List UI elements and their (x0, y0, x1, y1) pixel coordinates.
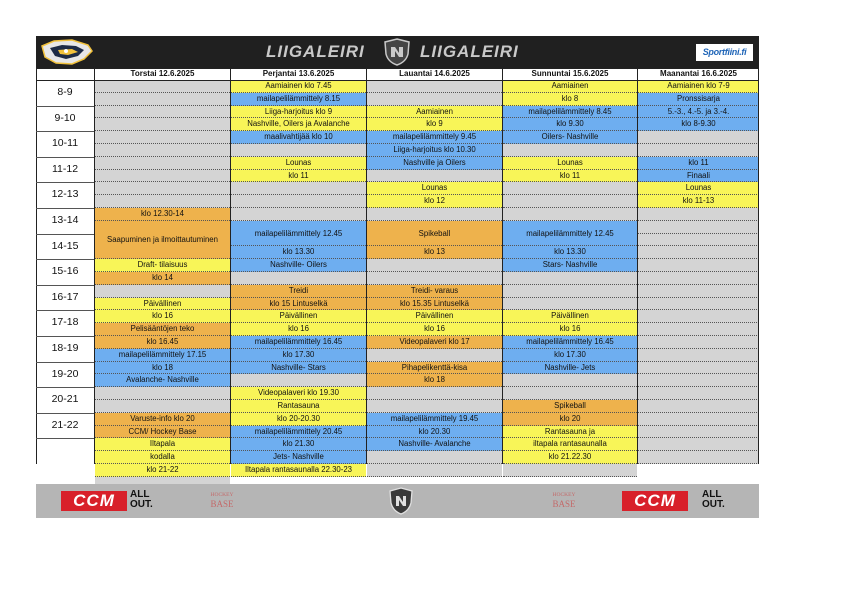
grid-line (36, 68, 759, 69)
empty-slot (638, 144, 759, 157)
schedule-event: mailapelilämmittely 8.45 (503, 106, 637, 119)
schedule-event: kodalla (95, 451, 230, 464)
schedule-event: Saapuminen ja ilmoittautuminen (95, 221, 230, 259)
svg-text:BASE: BASE (552, 499, 576, 509)
schedule-event: klo 15 Lintuselkä (231, 298, 366, 311)
schedule-event: mailapelilämmittely 20.45 (231, 426, 366, 439)
empty-slot (503, 208, 637, 221)
grid-line (36, 106, 94, 107)
empty-slot (367, 208, 502, 221)
grid-line (637, 68, 638, 464)
day-header: Perjantai 13.6.2025 (230, 68, 366, 80)
schedule-event: klo 13.30 (231, 246, 366, 259)
schedule-event: klo 20.30 (367, 426, 502, 439)
time-slot-label: 12-13 (51, 188, 79, 201)
schedule-event: Pihapelikenttä-kisa (367, 362, 502, 375)
schedule-event: mailapelilämmittely 17.15 (95, 349, 230, 362)
schedule-event: klo 8-9.30 (638, 118, 759, 131)
schedule-event: Nashville- Jets (503, 362, 637, 375)
grid-line (36, 157, 94, 158)
schedule-event: Draft- tilaisuus (95, 259, 230, 272)
allout-right: ALL OUT. (702, 489, 725, 510)
schedule-event: Iltapala rantasaunalla 22.30-23 (231, 464, 366, 477)
schedule-event: Nashville- Oilers (231, 259, 366, 272)
day-header: Sunnuntai 15.6.2025 (502, 68, 637, 80)
grid-line (36, 182, 94, 183)
empty-slot (638, 387, 759, 400)
schedule-event: klo 16 (367, 323, 502, 336)
schedule-event: klo 8 (503, 93, 637, 106)
brand-right-word: LIIGALEIRI (420, 42, 519, 61)
empty-slot (231, 182, 366, 195)
time-slot-label: 13-14 (51, 214, 79, 226)
schedule-event: Lounas (367, 182, 502, 195)
schedule-event: klo 18 (95, 362, 230, 375)
grid-line (36, 234, 94, 235)
schedule-event: klo 21.22.30 (503, 451, 637, 464)
empty-slot (367, 387, 502, 400)
empty-slot (367, 80, 502, 93)
grid-line (36, 208, 94, 209)
schedule-event: mailapelilämmittely 8.15 (231, 93, 366, 106)
schedule-event: klo 20-20.30 (231, 413, 366, 426)
schedule-event: iltapala rantasaunalla (503, 438, 637, 451)
schedule-event: klo 17.30 (503, 349, 637, 362)
hockey-base-logo-left (206, 488, 238, 514)
schedule-event: Videopalaveri klo 19.30 (231, 387, 366, 400)
schedule-event: Päivällinen (367, 310, 502, 323)
schedule-event: klo 15.35 Lintuselkä (367, 298, 502, 311)
grid-line (36, 285, 94, 286)
empty-slot (638, 246, 759, 259)
svg-text:HOCKEY: HOCKEY (210, 492, 234, 498)
empty-slot (638, 349, 759, 362)
empty-slot (95, 106, 230, 119)
grid-line (366, 68, 367, 464)
grid-line (36, 80, 759, 81)
grid-line (230, 68, 231, 464)
empty-slot (367, 349, 502, 362)
liigaleiri-brand (258, 38, 538, 66)
empty-slot (95, 182, 230, 195)
time-slot-label: 19-20 (51, 367, 79, 380)
empty-slot (231, 374, 366, 387)
schedule-event: Spikeball (367, 221, 502, 247)
empty-slot (95, 195, 230, 208)
grid-line (36, 310, 94, 311)
schedule-event: klo 13 (367, 246, 502, 259)
schedule-event: Nashville- Avalanche (367, 438, 502, 451)
empty-slot (95, 285, 230, 298)
empty-slot (503, 374, 637, 387)
empty-slot (638, 131, 759, 144)
schedule-event: klo 11 (638, 157, 759, 170)
empty-slot (638, 272, 759, 285)
empty-slot (95, 93, 230, 106)
empty-slot (503, 195, 637, 208)
time-slot-label: 16-17 (51, 290, 79, 303)
empty-slot (503, 144, 637, 157)
empty-slot (503, 464, 637, 477)
empty-slot (95, 118, 230, 131)
schedule-event: klo 16.45 (95, 336, 230, 349)
empty-slot (367, 400, 502, 413)
svg-text:HOCKEY: HOCKEY (552, 492, 576, 498)
schedule-event: Oilers- Nashville (503, 131, 637, 144)
schedule-event: klo 13.30 (503, 246, 637, 259)
empty-slot (638, 336, 759, 349)
schedule-event: klo 11-13 (638, 195, 759, 208)
schedule-event: Videopalaveri klo 17 (367, 336, 502, 349)
empty-slot (367, 259, 502, 272)
empty-slot (638, 285, 759, 298)
empty-slot (95, 131, 230, 144)
time-slot-label: 21-22 (51, 418, 79, 431)
schedule-event: klo 20 (503, 413, 637, 426)
time-slot-label: 10-11 (51, 137, 79, 150)
schedule-event: klo 12.30-14 (95, 208, 230, 221)
schedule-event: CCM/ Hockey Base (95, 426, 230, 439)
grid-line (36, 131, 94, 132)
grid-line (502, 68, 503, 464)
schedule-event: mailapelilämmittely 12.45 (231, 221, 366, 247)
schedule-event: klo 11 (231, 170, 366, 183)
grid-line (94, 68, 95, 464)
schedule-event: Treidi- varaus (367, 285, 502, 298)
time-slot-label: 20-21 (51, 393, 79, 406)
schedule-grid (36, 68, 759, 484)
schedule-event: Päivällinen (95, 298, 230, 311)
schedule-event: klo 18 (367, 374, 502, 387)
empty-slot (95, 144, 230, 157)
empty-slot (638, 310, 759, 323)
schedule-event: klo 9 (367, 118, 502, 131)
schedule-event: Aamiainen (503, 80, 637, 93)
empty-slot (367, 93, 502, 106)
schedule-event: klo 16 (503, 323, 637, 336)
schedule-event: Finaali (638, 170, 759, 183)
schedule-event: Nashville, Oilers ja Avalanche (231, 118, 366, 131)
empty-slot (231, 144, 366, 157)
schedule-event: Nashville- Stars (231, 362, 366, 375)
empty-slot (638, 400, 759, 413)
hockey-base-logo-right (548, 488, 580, 514)
schedule-event: klo 14 (95, 272, 230, 285)
schedule-event: Rantasauna (231, 400, 366, 413)
grid-line (36, 68, 37, 464)
day-header: Maanantai 16.6.2025 (637, 68, 759, 80)
svg-text:BASE: BASE (210, 499, 234, 509)
schedule-event: Pelisääntöjen teko (95, 323, 230, 336)
schedule-event: klo 16 (95, 310, 230, 323)
day-header: Torstai 12.6.2025 (94, 68, 230, 80)
grid-line (36, 413, 94, 414)
empty-slot (231, 208, 366, 221)
time-slot-label: 18-19 (51, 342, 79, 354)
schedule-event: Nashville ja Oilers (367, 157, 502, 170)
grid-line (758, 68, 759, 464)
empty-slot (503, 182, 637, 195)
empty-slot (503, 272, 637, 285)
empty-slot (638, 208, 759, 221)
schedule-event: Rantasauna ja (503, 426, 637, 439)
brand-left-word: LIIGALEIRI (266, 42, 365, 61)
schedule-event: Aamiainen (367, 106, 502, 119)
schedule-event: klo 9.30 (503, 118, 637, 131)
empty-slot (638, 298, 759, 311)
schedule-event: Varuste-info klo 20 (95, 413, 230, 426)
grid-line (36, 259, 94, 260)
empty-slot (367, 464, 502, 477)
empty-slot (231, 195, 366, 208)
empty-slot (503, 285, 637, 298)
empty-slot (95, 400, 230, 413)
predators-logo-icon (38, 37, 94, 67)
empty-slot (95, 387, 230, 400)
empty-slot (95, 80, 230, 93)
schedule-event: Pronssisarja (638, 93, 759, 106)
time-slot-label: 8-9 (57, 86, 73, 98)
schedule-event: Aamiainen klo 7.45 (231, 80, 366, 93)
empty-slot (638, 374, 759, 387)
schedule-event: mailapelilämmittely 16.45 (231, 336, 366, 349)
time-slot-label: 9-10 (54, 111, 76, 124)
sponsor-footer (36, 484, 759, 518)
nhl-shield-icon (382, 38, 412, 66)
schedule-event: Liiga-harjoitus klo 10.30 (367, 144, 502, 157)
schedule-event: mailapelilämmittely 19.45 (367, 413, 502, 426)
header-banner (36, 36, 759, 68)
schedule-event: Aamiainen klo 7-9 (638, 80, 759, 93)
empty-slot (638, 362, 759, 375)
empty-slot (95, 157, 230, 170)
schedule-event: mailapelilämmittely 9.45 (367, 131, 502, 144)
schedule-event: Lounas (231, 157, 366, 170)
empty-slot (367, 272, 502, 285)
schedule-event: klo 11 (503, 170, 637, 183)
schedule-event: mailapelilämmittely 16.45 (503, 336, 637, 349)
schedule-event: Liiga-harjoitus klo 9 (231, 106, 366, 119)
sportfiini-logo: Sportfiini.fi (696, 44, 753, 61)
schedule-event: Treidi (231, 285, 366, 298)
time-slot-label: 11-12 (51, 162, 79, 175)
empty-slot (638, 438, 759, 451)
schedule-event: Stars- Nashville (503, 259, 637, 272)
schedule-event: Avalanche- Nashville (95, 374, 230, 387)
schedule-event: klo 21-22 (95, 464, 230, 477)
grid-line (36, 387, 94, 388)
schedule-event: Päivällinen (231, 310, 366, 323)
schedule-event: Lounas (503, 157, 637, 170)
schedule-event: Jets- Nashville (231, 451, 366, 464)
time-slot-label: 15-16 (51, 265, 79, 278)
empty-slot (638, 234, 759, 247)
empty-slot (95, 170, 230, 183)
grid-line (36, 362, 94, 363)
empty-slot (638, 259, 759, 272)
ccm-logo-right: CCM (622, 491, 688, 511)
schedule-event: maalivahtijää klo 10 (231, 131, 366, 144)
schedule-event: klo 21.30 (231, 438, 366, 451)
empty-slot (503, 387, 637, 400)
nhl-shield-icon (388, 487, 414, 515)
empty-slot (367, 170, 502, 183)
empty-slot (231, 272, 366, 285)
empty-slot (638, 413, 759, 426)
time-slot-label: 14-15 (51, 239, 79, 252)
ccm-logo-left: CCM (61, 491, 127, 511)
schedule-event: klo 17.30 (231, 349, 366, 362)
schedule-event: Iltapala (95, 438, 230, 451)
schedule-event: mailapelilämmittely 12.45 (503, 221, 637, 247)
empty-slot (367, 451, 502, 464)
empty-slot (503, 298, 637, 311)
day-header: Lauantai 14.6.2025 (366, 68, 502, 80)
time-slot-label: 17-18 (51, 316, 79, 329)
schedule-event: Spikeball (503, 400, 637, 413)
schedule-event: klo 16 (231, 323, 366, 336)
empty-slot (638, 323, 759, 336)
empty-slot (638, 221, 759, 234)
schedule-sheet (36, 36, 759, 518)
schedule-event: Päivällinen (503, 310, 637, 323)
grid-line (36, 336, 94, 337)
schedule-event: klo 12 (367, 195, 502, 208)
schedule-event: 5.-3., 4.-5. ja 3.-4. (638, 106, 759, 119)
grid-line (36, 438, 94, 439)
schedule-event: Lounas (638, 182, 759, 195)
empty-slot (638, 451, 759, 464)
allout-left: ALL OUT. (130, 489, 153, 510)
empty-slot (638, 426, 759, 439)
